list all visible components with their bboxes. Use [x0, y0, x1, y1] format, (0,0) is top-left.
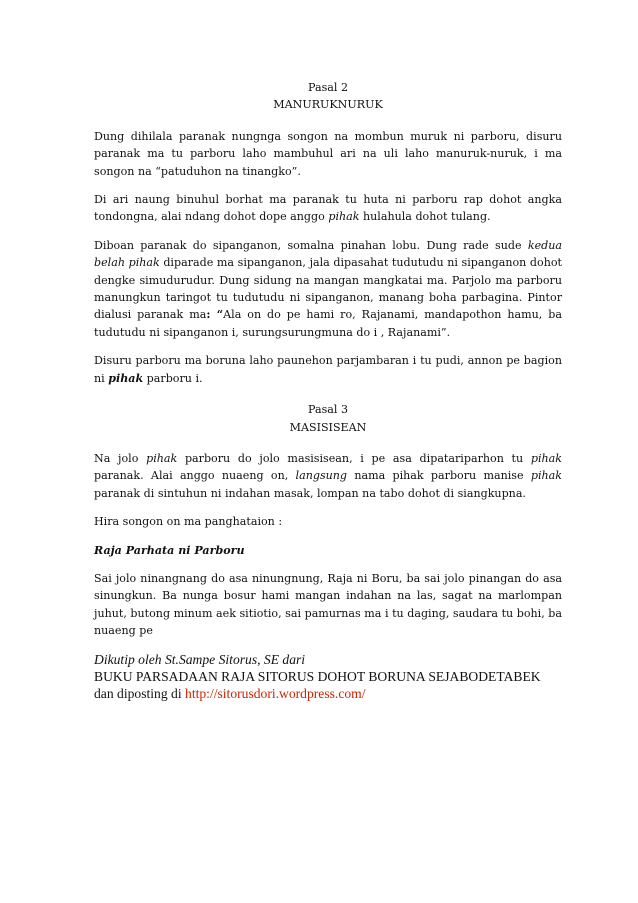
italic-term-pihak: pihak: [530, 469, 562, 483]
italic-term-pihak: pihak: [328, 210, 360, 224]
text-run: nama pihak parboru manise: [347, 469, 531, 483]
credit-posted-line: [94, 685, 562, 702]
section-3-title: MASISISEAN: [289, 420, 367, 434]
text-run: Na jolo: [94, 451, 147, 465]
italic-term-langsung: langsung: [295, 469, 348, 483]
text-run: paranak. Alai anggo nuaeng on,: [94, 469, 296, 483]
text-run: diparade ma sipanganon, jala dipasahat tudutudu ni sipanganon dohot dengke simudurudur. Dung sidung na mangan mangkatai ma. Parjolo ma parboru manungkun taringot tu tudutudu ni sipanganon, manang boha parbagina. Pintor dialusi paranak ma: [94, 256, 562, 322]
italic-term-kedua-belah-pihak: kedua belah pihak: [94, 238, 562, 270]
section-3-paragraph-3: Sai jolo ninangnang do asa ninungnung, Raja ni Boru, ba sai jolo pinangan do asa sinungkun. Ba nunga bosur hami mangan indahan na las, sagat na marlompan juhut, butong minum aek sitiotio, sai pamurnas ma i tu daging, saudara tu bohi, ba nuaeng pe: [94, 571, 562, 638]
section-3-paragraph-2: Hira songon on ma panghataion :: [94, 515, 283, 529]
italic-term-pihak: pihak: [530, 451, 562, 465]
page-content: [94, 79, 562, 702]
text-run: paranak di sintuhun ni indahan masak, lompan na tabo dohot di siangkupna.: [94, 486, 526, 500]
bold-italic-term-pihak: pihak: [108, 371, 144, 385]
text-run: Ala on do pe hami ro, Rajanami, mandapothon hamu, ba tudutudu ni sipanganon i, surungsurungmuna do i , Rajanami”.: [94, 308, 563, 339]
text-run: Disuru parboru ma boruna laho paunehon parjambaran i tu pudi, annon pe bagion ni: [94, 354, 562, 385]
text-run: Diboan paranak do sipanganon, somalna pinahan lobu. Dung rade sude: [94, 238, 528, 252]
speaker-heading: Raja Parhata ni Parboru: [94, 543, 245, 557]
credit-posted-prefix: dan diposting di: [94, 685, 186, 701]
section-3-paragraph-1: [94, 450, 562, 502]
text-run: parboru do jolo masisisean, i pe asa dipatariparhon tu: [177, 451, 531, 465]
text-run: hulahula dohot tulang.: [359, 210, 491, 224]
credit-source-line: BUKU PARSADAAN RAJA SITORUS DOHOT BORUNA SEJABODETABEK: [94, 668, 541, 684]
section-2-number: Pasal 2: [307, 81, 349, 94]
section-2-title: MANURUKNURUK: [273, 98, 383, 112]
section-2-paragraph-1: Dung dihilala paranak nungnga songon na mombun muruk ni parboru, disuru paranak ma tu parboru laho mambuhul ari na uli laho manuruk-nuruk, i ma songon na “patuduhon na tinangko”.: [94, 129, 562, 178]
section-2-paragraph-3: [94, 237, 562, 341]
text-run: parboru i.: [143, 371, 203, 385]
source-link[interactable]: http://sitorusdori.wordpress.com/: [185, 685, 366, 701]
text-run: Di ari naung binuhul borhat ma paranak tu huta ni parboru rap dohot angka tondongna, alai ndang dohot dope anggo: [94, 193, 562, 224]
credit-author-line: Dikutip oleh St.Sampe Sitorus, SE dari: [94, 651, 306, 667]
section-2-paragraph-2: [94, 191, 562, 226]
section-3-number: Pasal 3: [307, 403, 349, 417]
section-2-paragraph-4: [94, 352, 562, 387]
italic-term-pihak: pihak: [146, 451, 178, 465]
bold-colon-quote: : “: [206, 308, 224, 322]
